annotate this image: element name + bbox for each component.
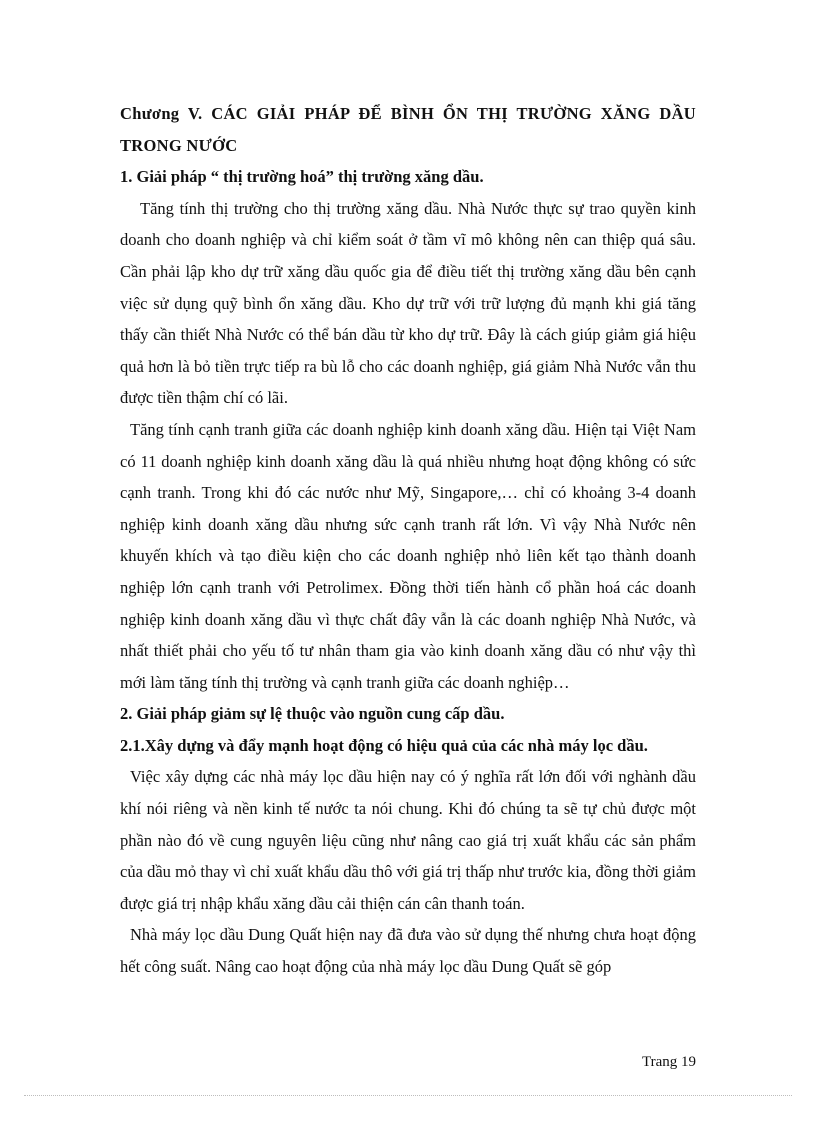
section-heading-2: 2. Giải pháp giảm sự lệ thuộc vào nguồn cung cấp dầu. — [120, 704, 505, 724]
page-number: Trang 19 — [641, 1054, 696, 1070]
document-body — [120, 98, 696, 983]
paragraph-1: Tăng tính thị trường cho thị trường xăng dầu. Nhà Nước thực sự trao quyền kinh doanh cho doanh nghiệp và chỉ kiểm soát ở tầm vĩ mô không nên can thiệp quá sâu. Cần phải lập kho dự trữ xăng dầu quốc gia để điều tiết thị trường xăng dầu bên cạnh việc sử dụng quỹ bình ổn xăng dầu. Kho dự trữ với trữ lượng đủ mạnh khi giá tăng thấy cần thiết Nhà Nước có thể bán dầu từ kho dự trữ. Đây là cách giúp giảm giá hiệu quả hơn là bỏ tiền trực tiếp ra bù lỗ cho các doanh nghiệp, giá giảm Nhà Nước vẫn thu được tiền thậm chí có lãi. — [120, 198, 696, 408]
section-heading-2-1: 2.1.Xây dựng và đẩy mạnh hoạt động có hiệu quả của các nhà máy lọc dầu. — [120, 735, 648, 755]
chapter-title: Chương V. CÁC GIẢI PHÁP ĐỂ BÌNH ỔN THỊ TRƯỜNG XĂNG DẦU TRONG NƯỚC — [120, 104, 696, 155]
paragraph-2: Tăng tính cạnh tranh giữa các doanh nghiệp kinh doanh xăng dầu. Hiện tại Việt Nam có 11 doanh nghiệp kinh doanh xăng dầu là quá nhiều nhưng hoạt động không có sức cạnh tranh. Trong khi đó các nước như Mỹ, Singapore,… chỉ có khoảng 3-4 doanh nghiệp kinh doanh xăng dầu nhưng sức cạnh tranh rất lớn. Vì vậy Nhà Nước nên khuyến khích và tạo điều kiện cho các doanh nghiệp nhỏ liên kết tạo thành doanh nghiệp lớn cạnh tranh với Petrolimex. Đồng thời tiến hành cổ phần hoá các doanh nghiệp kinh doanh xăng dầu vì thực chất đây vẫn là các doanh nghiệp Nhà Nước, và nhất thiết phải cho yếu tố tư nhân tham gia vào kinh doanh xăng dầu có như vậy thì mới làm tăng tính thị trường và cạnh tranh giữa các doanh nghiệp… — [120, 419, 696, 692]
paragraph-4: Nhà máy lọc dầu Dung Quất hiện nay đã đưa vào sử dụng thế nhưng chưa hoạt động hết công suất. Nâng cao hoạt động của nhà máy lọc dầu Dung Quất sẽ góp — [120, 925, 696, 977]
paragraph-3: Việc xây dựng các nhà máy lọc dầu hiện nay có ý nghĩa rất lớn đối với nghành dầu khí nói riêng và nền kinh tế nước ta nói chung. Khi đó chúng ta sẽ tự chủ được một phần nào đó về cung nguyên liệu cũng như nâng cao giá trị xuất khẩu các sản phẩm của dầu mỏ thay vì chỉ xuất khẩu dầu thô với giá trị thấp như trước kia, đồng thời giảm được giá trị nhập khẩu xăng dầu cải thiện cán cân thanh toán. — [120, 767, 696, 913]
section-heading-1: 1. Giải pháp “ thị trường hoá” thị trường xăng dầu. — [120, 167, 484, 187]
footer-divider — [24, 1095, 792, 1096]
